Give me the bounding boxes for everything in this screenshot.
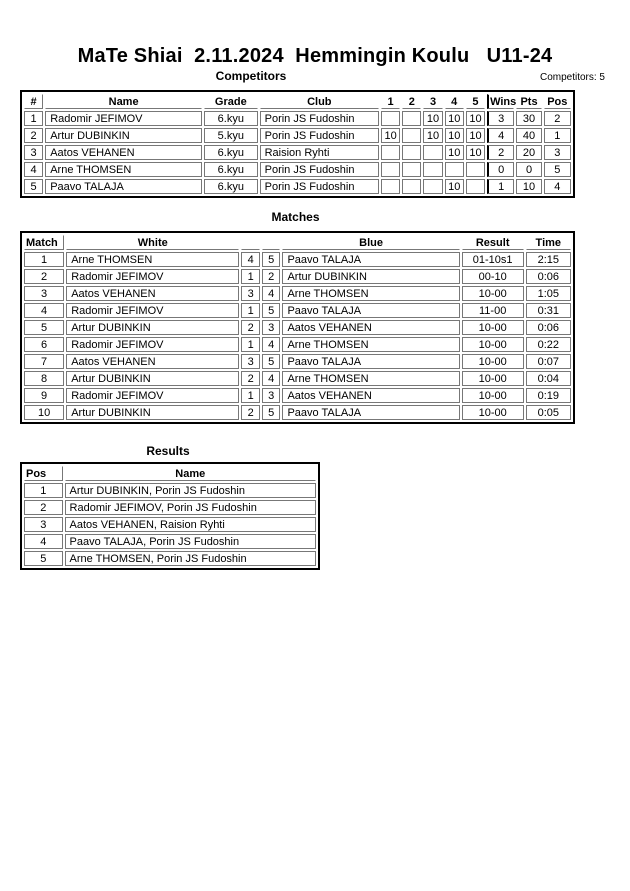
- competitor-name: Paavo TALAJA: [45, 179, 202, 194]
- match-number: 3: [24, 286, 64, 301]
- results-table: [20, 462, 320, 570]
- round-score: 10: [445, 111, 464, 126]
- round-score: 10: [466, 145, 485, 160]
- round-score: 10: [423, 111, 442, 126]
- col-header-round-2: 2: [402, 94, 421, 109]
- blue-name: Arne THOMSEN: [282, 286, 459, 301]
- competitor-grade: 6.kyu: [204, 111, 258, 126]
- white-name: Artur DUBINKIN: [66, 320, 239, 335]
- match-time: 0:19: [526, 388, 571, 403]
- competitor-name: Arne THOMSEN: [45, 162, 202, 177]
- table-row: [24, 388, 571, 403]
- white-name: Radomir JEFIMOV: [66, 303, 239, 318]
- col-header-round-1: 1: [381, 94, 400, 109]
- match-time: 1:05: [526, 286, 571, 301]
- blue-competitor-number: 4: [262, 371, 281, 386]
- points-value: 0: [516, 162, 541, 177]
- round-score: 10: [466, 128, 485, 143]
- blue-competitor-number: 5: [262, 303, 281, 318]
- col-header-name: Name: [65, 466, 316, 481]
- round-score: [381, 145, 400, 160]
- match-number: 4: [24, 303, 64, 318]
- table-row: [24, 337, 571, 352]
- table-row: [24, 269, 571, 284]
- position-value: 1: [544, 128, 571, 143]
- col-header-wins: Wins: [487, 94, 514, 109]
- table-row: [24, 111, 571, 126]
- round-score: 10: [445, 145, 464, 160]
- white-name: Artur DUBINKIN: [66, 405, 239, 420]
- round-score: [381, 111, 400, 126]
- white-name: Radomir JEFIMOV: [66, 388, 239, 403]
- col-header-blue-num: [262, 235, 281, 250]
- competitor-number: 5: [24, 179, 43, 194]
- col-header-blue: Blue: [282, 235, 459, 250]
- round-score: [381, 162, 400, 177]
- round-score: 10: [445, 179, 464, 194]
- col-header-white: White: [66, 235, 239, 250]
- blue-name: Paavo TALAJA: [282, 303, 459, 318]
- blue-name: Paavo TALAJA: [282, 405, 459, 420]
- table-row: [24, 128, 571, 143]
- points-value: 10: [516, 179, 541, 194]
- col-header-round-5: 5: [466, 94, 485, 109]
- match-time: 0:05: [526, 405, 571, 420]
- competitor-grade: 6.kyu: [204, 162, 258, 177]
- col-header-time: Time: [526, 235, 571, 250]
- white-competitor-number: 2: [241, 320, 260, 335]
- match-number: 7: [24, 354, 64, 369]
- result-position: 3: [24, 517, 63, 532]
- white-competitor-number: 1: [241, 388, 260, 403]
- round-score: 10: [445, 128, 464, 143]
- col-header-round-3: 3: [423, 94, 442, 109]
- col-header-result: Result: [462, 235, 524, 250]
- competitor-club: Raision Ryhti: [260, 145, 379, 160]
- round-score: [402, 111, 421, 126]
- table-row: [24, 371, 571, 386]
- match-result: 10-00: [462, 286, 524, 301]
- round-score: 10: [381, 128, 400, 143]
- match-number: 10: [24, 405, 64, 420]
- result-position: 4: [24, 534, 63, 549]
- blue-name: Aatos VEHANEN: [282, 320, 459, 335]
- round-score: 10: [423, 128, 442, 143]
- blue-competitor-number: 3: [262, 320, 281, 335]
- match-result: 01-10s1: [462, 252, 524, 267]
- results-section-title: Results: [146, 444, 190, 458]
- blue-competitor-number: 5: [262, 252, 281, 267]
- blue-competitor-number: 3: [262, 388, 281, 403]
- competitor-grade: 5.kyu: [204, 128, 258, 143]
- points-value: 20: [516, 145, 541, 160]
- table-row: [24, 145, 571, 160]
- round-score: [445, 162, 464, 177]
- col-header-pos: Pos: [24, 466, 63, 481]
- white-competitor-number: 2: [241, 371, 260, 386]
- match-time: 0:07: [526, 354, 571, 369]
- position-value: 5: [544, 162, 571, 177]
- match-result: 10-00: [462, 405, 524, 420]
- blue-name: Artur DUBINKIN: [282, 269, 459, 284]
- white-name: Aatos VEHANEN: [66, 286, 239, 301]
- match-result: 10-00: [462, 371, 524, 386]
- blue-competitor-number: 4: [262, 286, 281, 301]
- table-row: [24, 551, 316, 566]
- blue-name: Aatos VEHANEN: [282, 388, 459, 403]
- match-time: 0:06: [526, 320, 571, 335]
- round-score: [423, 162, 442, 177]
- competitor-grade: 6.kyu: [204, 179, 258, 194]
- col-header-pts: Pts: [516, 94, 541, 109]
- round-score: [402, 145, 421, 160]
- position-value: 3: [544, 145, 571, 160]
- result-name: Radomir JEFIMOV, Porin JS Fudoshin: [65, 500, 316, 515]
- white-name: Aatos VEHANEN: [66, 354, 239, 369]
- round-score: [402, 179, 421, 194]
- blue-name: Paavo TALAJA: [282, 354, 459, 369]
- result-name: Arne THOMSEN, Porin JS Fudoshin: [65, 551, 316, 566]
- matches-table: [20, 231, 575, 424]
- match-result: 10-00: [462, 388, 524, 403]
- white-name: Radomir JEFIMOV: [66, 269, 239, 284]
- white-competitor-number: 1: [241, 269, 260, 284]
- competitors-count-label: Competitors: 5: [539, 72, 605, 83]
- match-result: 10-00: [462, 337, 524, 352]
- points-value: 30: [516, 111, 541, 126]
- result-position: 1: [24, 483, 63, 498]
- col-header-pos: Pos: [544, 94, 571, 109]
- table-row: [24, 483, 316, 498]
- col-header-grade: Grade: [204, 94, 258, 109]
- round-score: [381, 179, 400, 194]
- position-value: 2: [544, 111, 571, 126]
- match-result: 11-00: [462, 303, 524, 318]
- white-competitor-number: 1: [241, 337, 260, 352]
- points-value: 40: [516, 128, 541, 143]
- round-score: [466, 179, 485, 194]
- table-row: [24, 162, 571, 177]
- competitor-grade: 6.kyu: [204, 145, 258, 160]
- position-value: 4: [544, 179, 571, 194]
- round-score: [402, 162, 421, 177]
- blue-competitor-number: 5: [262, 354, 281, 369]
- blue-competitor-number: 4: [262, 337, 281, 352]
- table-row: [24, 354, 571, 369]
- match-number: 6: [24, 337, 64, 352]
- match-number: 1: [24, 252, 64, 267]
- result-name: Artur DUBINKIN, Porin JS Fudoshin: [65, 483, 316, 498]
- blue-name: Paavo TALAJA: [282, 252, 459, 267]
- result-name: Aatos VEHANEN, Raision Ryhti: [65, 517, 316, 532]
- matches-header-row: [24, 235, 571, 250]
- competitor-club: Porin JS Fudoshin: [260, 111, 379, 126]
- competitor-club: Porin JS Fudoshin: [260, 162, 379, 177]
- competitor-name: Radomir JEFIMOV: [45, 111, 202, 126]
- col-header-number: #: [24, 94, 43, 109]
- table-row: [24, 500, 316, 515]
- col-header-round-4: 4: [445, 94, 464, 109]
- round-score: [466, 162, 485, 177]
- white-competitor-number: 4: [241, 252, 260, 267]
- col-header-name: Name: [45, 94, 202, 109]
- competitors-header-row: [24, 94, 571, 109]
- match-time: 0:31: [526, 303, 571, 318]
- matches-section-title: Matches: [271, 210, 320, 224]
- blue-competitor-number: 2: [262, 269, 281, 284]
- result-name: Paavo TALAJA, Porin JS Fudoshin: [65, 534, 316, 549]
- wins-value: 2: [487, 145, 514, 160]
- col-header-club: Club: [260, 94, 379, 109]
- white-competitor-number: 1: [241, 303, 260, 318]
- table-row: [24, 534, 316, 549]
- white-competitor-number: 3: [241, 286, 260, 301]
- result-position: 5: [24, 551, 63, 566]
- result-position: 2: [24, 500, 63, 515]
- competitor-name: Aatos VEHANEN: [45, 145, 202, 160]
- white-competitor-number: 3: [241, 354, 260, 369]
- table-row: [24, 179, 571, 194]
- table-row: [24, 286, 571, 301]
- match-number: 9: [24, 388, 64, 403]
- round-score: 10: [466, 111, 485, 126]
- competitors-table: [20, 90, 575, 198]
- match-number: 2: [24, 269, 64, 284]
- wins-value: 3: [487, 111, 514, 126]
- match-number: 5: [24, 320, 64, 335]
- results-header-row: [24, 466, 316, 481]
- col-header-white-num: [241, 235, 260, 250]
- round-score: [423, 179, 442, 194]
- table-row: [24, 517, 316, 532]
- table-row: [24, 252, 571, 267]
- competitor-number: 1: [24, 111, 43, 126]
- match-number: 8: [24, 371, 64, 386]
- competitor-number: 4: [24, 162, 43, 177]
- blue-name: Arne THOMSEN: [282, 371, 459, 386]
- wins-value: 4: [487, 128, 514, 143]
- col-header-match: Match: [24, 235, 64, 250]
- table-row: [24, 320, 571, 335]
- match-time: 0:04: [526, 371, 571, 386]
- competitor-number: 2: [24, 128, 43, 143]
- match-result: 10-00: [462, 354, 524, 369]
- match-time: 2:15: [526, 252, 571, 267]
- competitor-club: Porin JS Fudoshin: [260, 128, 379, 143]
- round-score: [423, 145, 442, 160]
- competitor-name: Artur DUBINKIN: [45, 128, 202, 143]
- competitor-number: 3: [24, 145, 43, 160]
- white-name: Radomir JEFIMOV: [66, 337, 239, 352]
- wins-value: 1: [487, 179, 514, 194]
- wins-value: 0: [487, 162, 514, 177]
- match-result: 00-10: [462, 269, 524, 284]
- match-time: 0:22: [526, 337, 571, 352]
- blue-name: Arne THOMSEN: [282, 337, 459, 352]
- competitor-club: Porin JS Fudoshin: [260, 179, 379, 194]
- white-name: Arne THOMSEN: [66, 252, 239, 267]
- competitors-section-title: Competitors: [215, 69, 287, 83]
- match-time: 0:06: [526, 269, 571, 284]
- match-result: 10-00: [462, 320, 524, 335]
- white-name: Artur DUBINKIN: [66, 371, 239, 386]
- blue-competitor-number: 5: [262, 405, 281, 420]
- table-row: [24, 303, 571, 318]
- white-competitor-number: 2: [241, 405, 260, 420]
- table-row: [24, 405, 571, 420]
- page-title: MaTe Shiai 2.11.2024 Hemmingin Koulu U11-24: [77, 45, 553, 67]
- round-score: [402, 128, 421, 143]
